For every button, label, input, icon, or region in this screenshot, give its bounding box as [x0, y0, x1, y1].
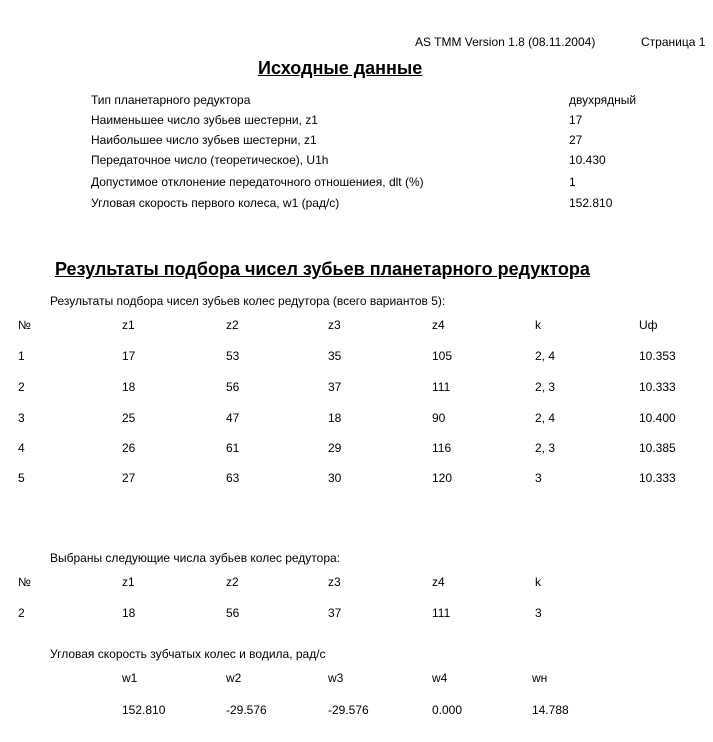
input-label: Передаточное число (теоретическое), U1h: [91, 153, 329, 167]
table-cell: 56: [226, 380, 240, 394]
table-cell: 63: [226, 471, 240, 485]
table-cell: 4: [18, 441, 25, 455]
table-cell: 17: [122, 349, 136, 363]
column-header: w2: [226, 671, 242, 685]
table-cell: 2: [18, 606, 25, 620]
table-cell: 25: [122, 411, 136, 425]
table-cell: 3: [18, 411, 25, 425]
table-cell: -29.576: [328, 703, 369, 717]
input-value: 17: [569, 113, 583, 127]
column-header: w1: [122, 671, 138, 685]
column-header: k: [535, 318, 541, 332]
page-number: Страница 1: [641, 35, 706, 49]
input-label: Угловая скорость первого колеса, w1 (рад/с): [91, 196, 340, 210]
table-cell: 30: [328, 471, 342, 485]
table-cell: 29: [328, 441, 342, 455]
table-cell: 37: [328, 380, 342, 394]
table-cell: 2, 3: [535, 380, 556, 394]
table-cell: 10.400: [639, 411, 676, 425]
column-header: z1: [122, 575, 135, 589]
table-cell: 111: [432, 606, 451, 620]
table-cell: 10.333: [639, 471, 676, 485]
table-cell: 5: [18, 471, 25, 485]
table-cell: 116: [432, 441, 452, 455]
column-header: z3: [328, 575, 341, 589]
table-cell: 2: [18, 380, 25, 394]
column-header: wн: [532, 671, 548, 685]
input-value: 10.430: [569, 153, 606, 167]
column-header: Uф: [639, 318, 658, 332]
table-cell: 18: [328, 411, 342, 425]
table-cell: 3: [535, 606, 542, 620]
table-cell: 18: [122, 606, 136, 620]
table-cell: 120: [432, 471, 453, 485]
table-cell: 35: [328, 349, 342, 363]
column-header: z3: [328, 318, 341, 332]
table-cell: 26: [122, 441, 136, 455]
input-value: 27: [569, 133, 583, 147]
column-header: №: [18, 318, 31, 332]
column-header: z4: [432, 318, 445, 332]
table-cell: 2, 4: [535, 411, 556, 425]
input-value: двухрядный: [569, 93, 637, 107]
table-cell: 152.810: [122, 703, 166, 717]
input-label: Наименьшее число зубьев шестерни, z1: [91, 113, 318, 127]
selected-caption: Выбраны следующие числа зубьев колес редутора:: [50, 551, 341, 565]
table-cell: 1: [18, 349, 25, 363]
input-value: 1: [569, 175, 576, 189]
input-data-title: Исходные данные: [258, 58, 423, 78]
table-cell: 61: [226, 441, 240, 455]
table-cell: 2, 4: [535, 349, 556, 363]
input-label: Допустимое отклонение передаточного отношениея, dlt (%): [91, 175, 424, 189]
angular-speed-caption: Угловая скорость зубчатых колес и водила, рад/с: [50, 647, 326, 661]
table-cell: -29.576: [226, 703, 267, 717]
column-header: z4: [432, 575, 445, 589]
column-header: z2: [226, 318, 239, 332]
input-label: Тип планетарного редуктора: [91, 93, 251, 107]
table-cell: 10.385: [639, 441, 676, 455]
table-cell: 2, 3: [535, 441, 556, 455]
table-cell: 56: [226, 606, 240, 620]
column-header: №: [18, 575, 31, 589]
version-label: AS TMM Version 1.8 (08.11.2004): [415, 35, 596, 49]
results-caption: Результаты подбора чисел зубьев колес редутора (всего вариантов 5):: [50, 294, 446, 308]
table-cell: 10.353: [639, 349, 676, 363]
input-label: Наибольшее число зубьев шестерни, z1: [91, 133, 317, 147]
table-cell: 105: [432, 349, 453, 363]
column-header: z1: [122, 318, 135, 332]
column-header: w4: [432, 671, 448, 685]
table-cell: 111: [432, 380, 451, 394]
table-cell: 3: [535, 471, 542, 485]
results-title: Результаты подбора чисел зубьев планетарного редуктора: [55, 259, 590, 279]
table-cell: 37: [328, 606, 342, 620]
table-cell: 90: [432, 411, 446, 425]
input-value: 152.810: [569, 196, 613, 210]
table-cell: 27: [122, 471, 136, 485]
column-header: w3: [328, 671, 344, 685]
table-cell: 18: [122, 380, 136, 394]
table-cell: 14.788: [532, 703, 569, 717]
column-header: k: [535, 575, 541, 589]
table-cell: 10.333: [639, 380, 676, 394]
column-header: z2: [226, 575, 239, 589]
table-cell: 47: [226, 411, 240, 425]
table-cell: 0.000: [432, 703, 463, 717]
table-cell: 53: [226, 349, 240, 363]
